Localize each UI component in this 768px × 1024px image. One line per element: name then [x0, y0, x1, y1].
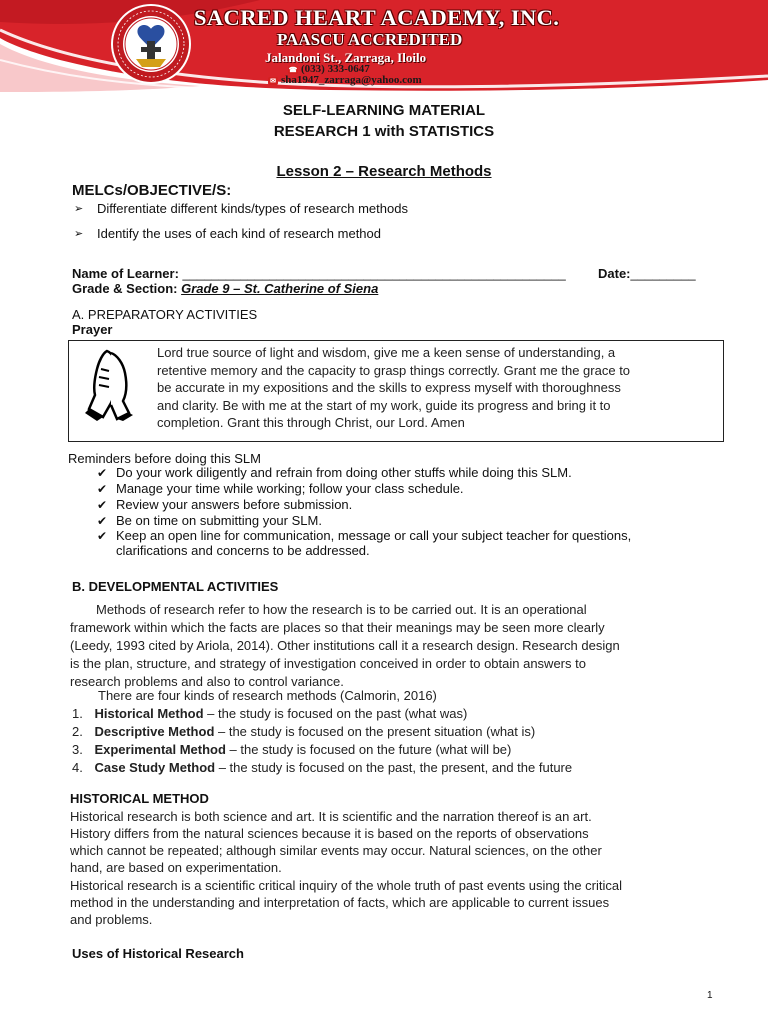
document-title-line2: RESEARCH 1 with STATISTICS [273, 123, 495, 140]
method-name: Case Study Method [94, 760, 216, 775]
contact-info [268, 64, 422, 88]
prayer-line: and clarity. Be with me at the start of my work, guide its progress and bring it to [157, 397, 611, 413]
reminder-item: Review your answers before submission. [116, 497, 353, 512]
grade-section-line [72, 281, 378, 296]
checkmark-icon: ✔ [97, 482, 108, 496]
phone-icon: ☎ [288, 65, 298, 74]
method-desc: – the study is focused on the past (what was) [203, 706, 468, 721]
method-name: Experimental Method [94, 742, 226, 757]
paragraph-line: There are four kinds of research methods (Calmorin, 2016) [98, 688, 437, 703]
method-item [72, 705, 467, 723]
paragraph-line: which cannot be repeated; although similar events may occur. Natural sciences, on the other [70, 843, 602, 858]
school-name: SACRED HEART ACADEMY, INC. [194, 5, 560, 30]
paragraph-line: Historical research is a scientific critical inquiry of the whole truth of past events using the critical [70, 878, 623, 893]
grade-section-label: Grade & Section: [72, 281, 178, 296]
method-desc: – the study is focused on the past, the present, and the future [215, 760, 573, 775]
paragraph-line: Historical research is both science and art. It is scientific and the narration thereof is an art. [70, 809, 592, 824]
objective-item: Differentiate different kinds/types of research methods [97, 201, 408, 216]
checkmark-icon: ✔ [97, 466, 108, 480]
checkmark-icon: ✔ [97, 514, 108, 528]
reminder-item-continued: clarifications and concerns to be addressed. [116, 543, 370, 558]
accreditation-label: PAASCU ACCREDITED [277, 30, 463, 49]
paragraph-line: is the plan, structure, and strategy of investigation conceived in order to obtain answers to [70, 656, 586, 671]
date-line [598, 266, 696, 281]
method-name: Historical Method [94, 706, 204, 721]
reminders-heading: Reminders before doing this SLM [68, 451, 261, 466]
email-address: sha1947_zarraga@yahoo.com [281, 74, 422, 86]
date-blank: _________ [630, 266, 696, 281]
method-item [72, 759, 572, 777]
reminder-item: Do your work diligently and refrain from doing other stuffs while doing this SLM. [116, 465, 572, 480]
checkmark-icon: ✔ [97, 529, 108, 543]
prayer-line: Lord true source of light and wisdom, give me a keen sense of understanding, a [157, 345, 616, 360]
school-seal-logo [110, 3, 192, 85]
learner-name-label: Name of Learner: [72, 266, 179, 281]
method-name: Descriptive Method [94, 724, 215, 739]
objectives-heading: MELCs/OBJECTIVE/S: [72, 182, 232, 199]
objective-item: Identify the uses of each kind of research method [97, 226, 382, 241]
date-label: Date: [598, 266, 631, 281]
reminder-item: Keep an open line for communication, message or call your subject teacher for questions, [116, 528, 632, 543]
paragraph-line: (Leedy, 1993 cited by Ariola, 2014). Other institutions call it a research design. Research design [70, 638, 620, 653]
uses-historical-heading: Uses of Historical Research [72, 946, 244, 961]
checkmark-icon: ✔ [97, 498, 108, 512]
method-desc: – the study is focused on the present situation (what is) [214, 724, 536, 739]
grade-section-value: Grade 9 – St. Catherine of Siena [181, 281, 379, 296]
paragraph-line: hand, are based on experimentation. [70, 860, 282, 875]
learner-name-blank: _____________________________________________________ [182, 266, 566, 281]
paragraph-line: method in the understanding and interpretation of facts, which are applicable to current issues [70, 895, 610, 910]
preparatory-heading: A. PREPARATORY ACTIVITIES [72, 307, 258, 322]
paragraph-line: Methods of research refer to how the research is to be carried out. It is an operational [96, 602, 587, 617]
phone-number: (033) 333-0647 [301, 63, 370, 75]
school-header-banner [0, 0, 768, 92]
prayer-text [157, 344, 717, 432]
method-number: 1. [72, 706, 83, 721]
method-item [72, 723, 535, 741]
prayer-box [68, 340, 724, 442]
school-address: Jalandoni St., Zarraga, Iloilo [265, 50, 427, 65]
prayer-subheading: Prayer [72, 322, 113, 337]
reminder-item: Manage your time while working; follow your class schedule. [116, 481, 464, 496]
paragraph-line: History differs from the natural sciences because it is based on the reports of observations [70, 826, 589, 841]
method-number: 2. [72, 724, 83, 739]
email-icon: ✉ [268, 77, 278, 85]
method-number: 3. [72, 742, 83, 757]
arrow-bullet-icon: ➢ [74, 203, 84, 215]
paragraph-line: and problems. [70, 912, 153, 927]
reminder-item: Be on time on submitting your SLM. [116, 513, 322, 528]
arrow-bullet-icon: ➢ [74, 228, 84, 240]
paragraph-line: framework within which the facts are places so that their meanings may be seen more clearly [70, 620, 605, 635]
method-desc: – the study is focused on the future (what will be) [225, 742, 512, 757]
learner-name-line [72, 266, 566, 281]
document-title-line1: SELF-LEARNING MATERIAL [282, 102, 486, 119]
praying-hands-icon [83, 347, 143, 421]
prayer-line: be accurate in my expositions and the skills to express myself with thoroughness [157, 380, 621, 396]
email-row [268, 75, 422, 86]
prayer-line: retentive memory and the capacity to grasp things correctly. Grant me the grace to [157, 362, 631, 378]
developmental-heading: B. DEVELOPMENTAL ACTIVITIES [72, 579, 279, 594]
method-item [72, 741, 511, 759]
historical-method-heading: HISTORICAL METHOD [70, 791, 209, 806]
lesson-title-text: Lesson 2 – Research Methods [276, 163, 492, 180]
lesson-title [0, 163, 768, 180]
page-number: 1 [707, 990, 713, 1001]
prayer-line: completion. Grant this through Christ, our Lord. Amen [157, 415, 465, 431]
method-number: 4. [72, 760, 83, 775]
paragraph-line: research problems and also to control variance. [70, 674, 344, 689]
